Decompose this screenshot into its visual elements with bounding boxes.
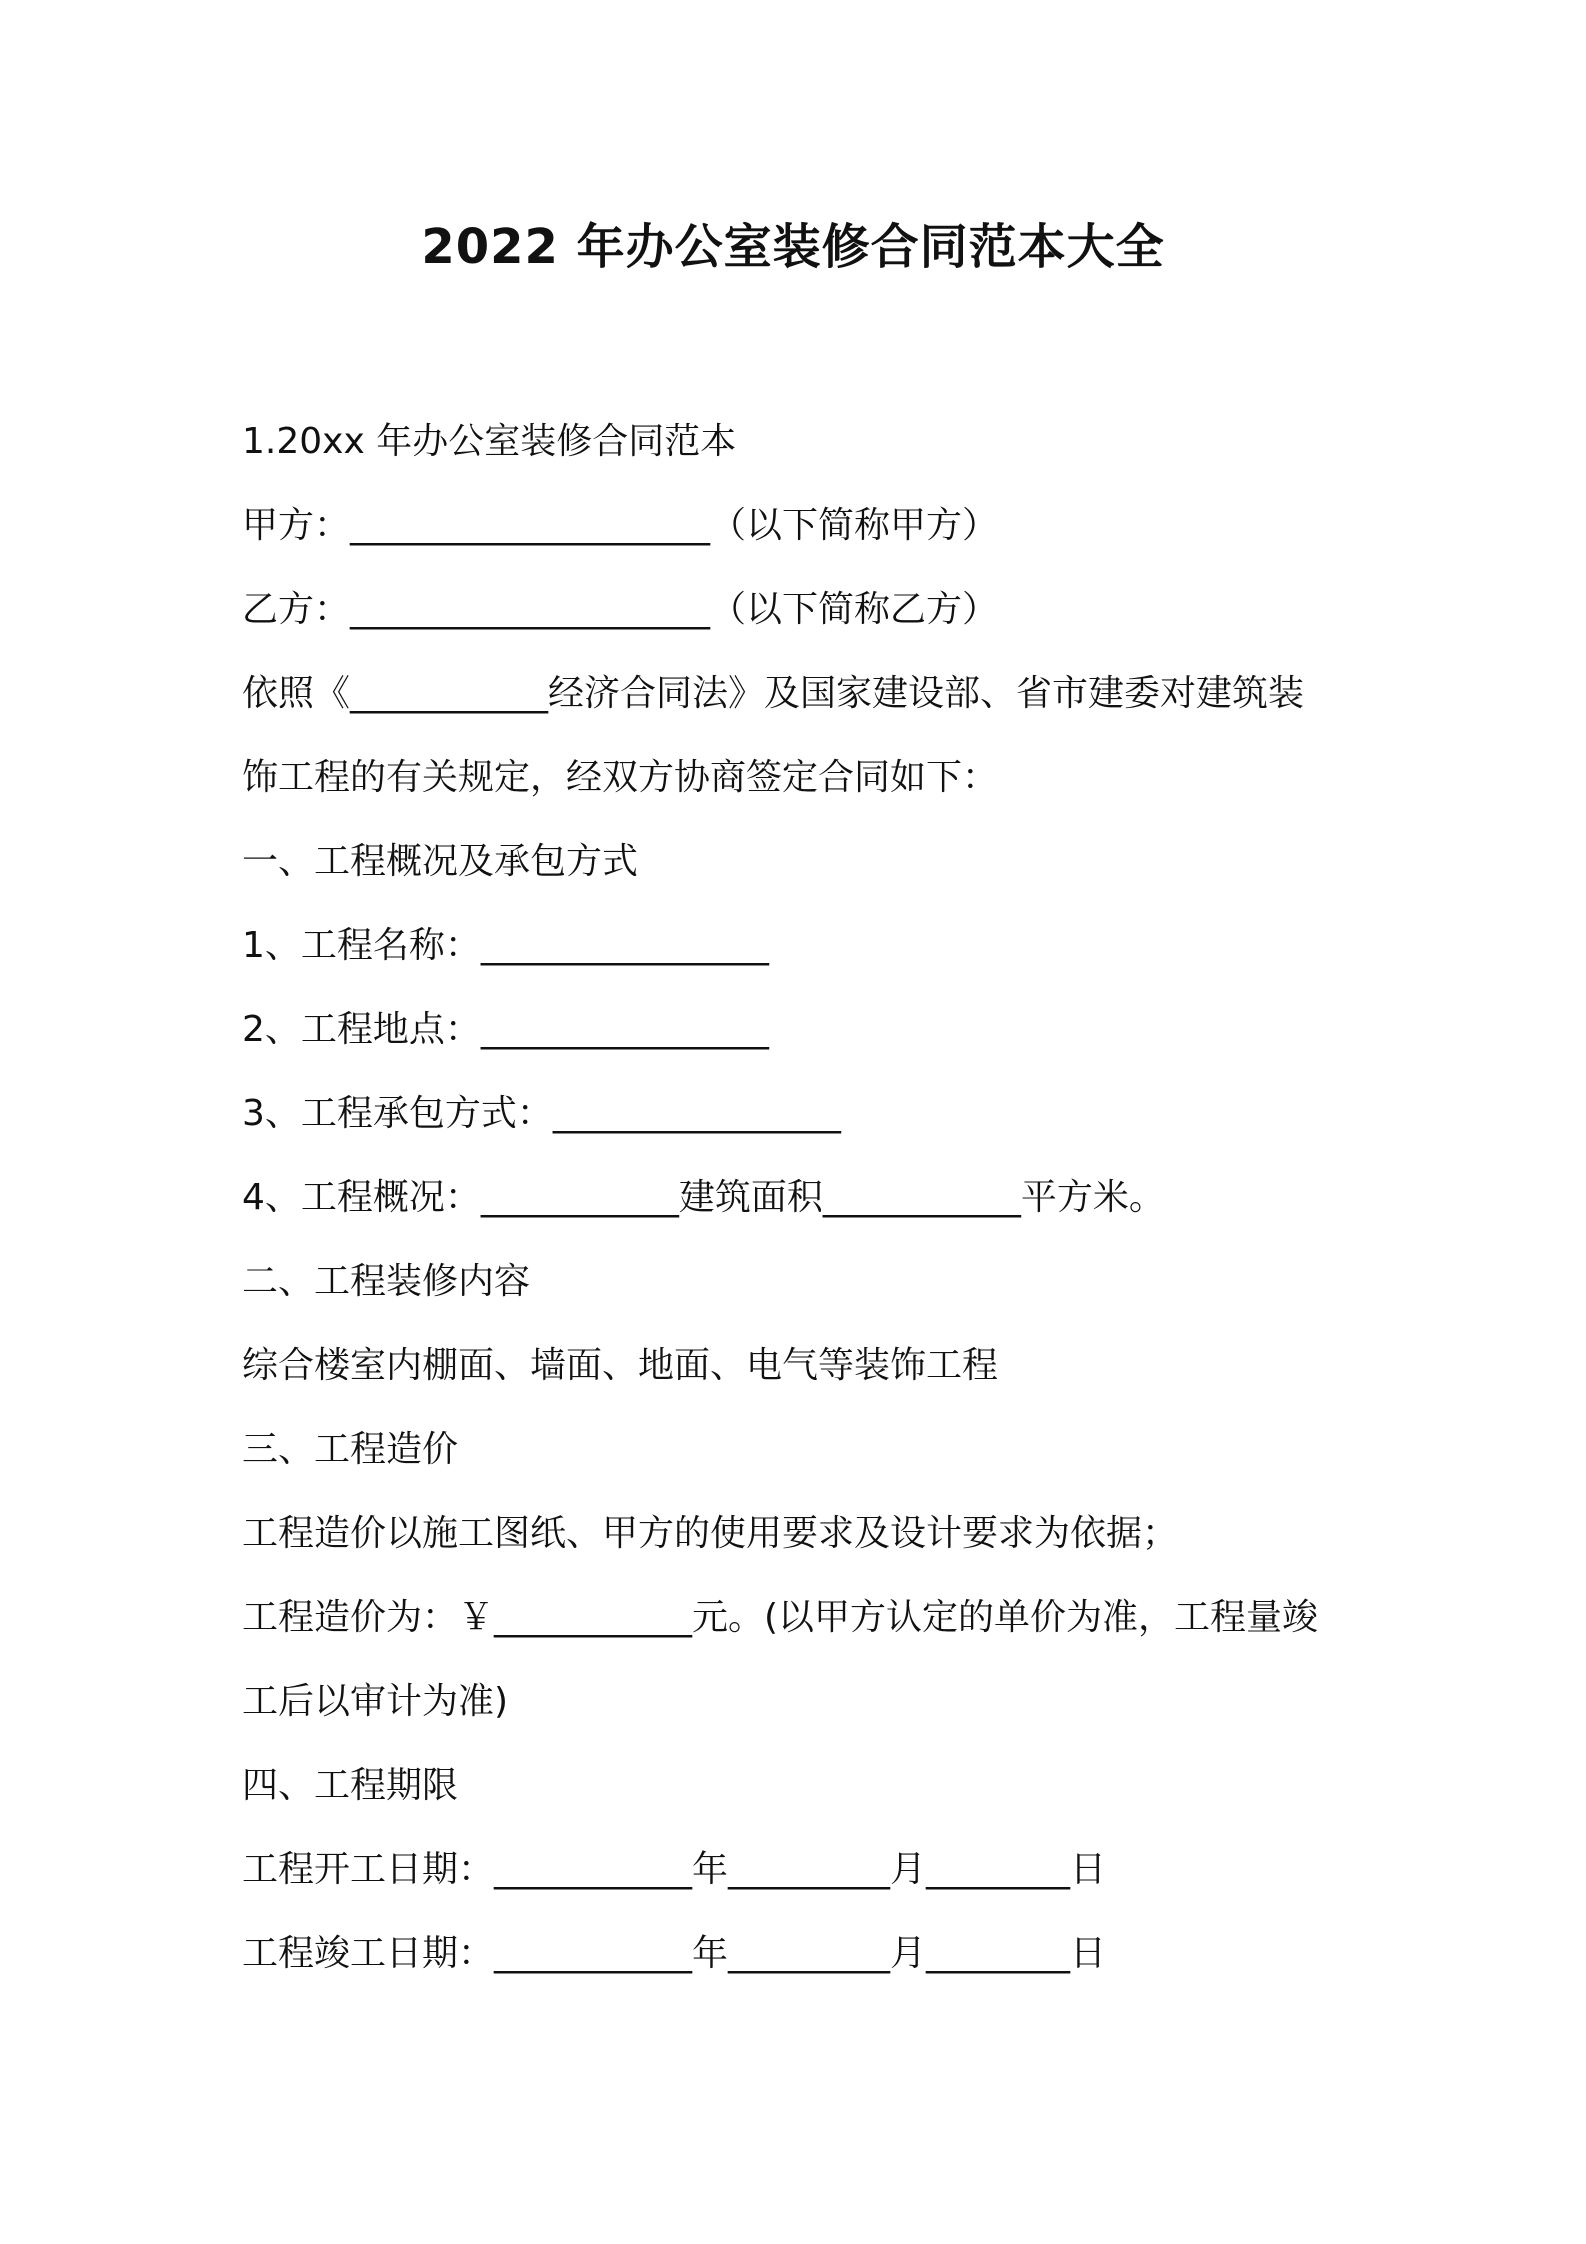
project-name-line: 1、工程名称：________________ [242, 925, 769, 966]
cost-basis-line: 工程造价以施工图纸、甲方的使用要求及设计要求为依据； [242, 1513, 1179, 1554]
section-heading-overview: 一、工程概况及承包方式 [242, 841, 639, 882]
cost-amount-line-2: 工后以审计为准) [242, 1681, 509, 1722]
basis-line-1: 依照《___________经济合同法》及国家建设部、省市建委对建筑装 [242, 673, 1305, 714]
cost-amount-line-1: 工程造价为：￥___________元。(以甲方认定的单价为准，工程量竣 [242, 1597, 1319, 1638]
document-body [242, 400, 1362, 1996]
section-heading-content: 二、工程装修内容 [242, 1261, 531, 1302]
section-heading-contract: 1.20xx 年办公室装修合同范本 [242, 421, 737, 462]
basis-line-2: 饰工程的有关规定，经双方协商签定合同如下： [242, 757, 999, 798]
project-location-line: 2、工程地点：________________ [242, 1009, 769, 1050]
section-heading-period: 四、工程期限 [242, 1765, 459, 1806]
document-title: 2022 年办公室装修合同范本大全 [421, 219, 1165, 275]
content-description-line: 综合楼室内棚面、墙面、地面、电气等装饰工程 [242, 1345, 999, 1386]
contract-method-line: 3、工程承包方式：________________ [242, 1093, 841, 1134]
project-overview-line: 4、工程概况：___________建筑面积___________平方米。 [242, 1177, 1165, 1218]
section-heading-cost: 三、工程造价 [242, 1429, 459, 1470]
end-date-line: 工程竣工日期：___________年_________月________日 [242, 1933, 1107, 1974]
start-date-line: 工程开工日期：___________年_________月________日 [242, 1849, 1107, 1890]
party-b-line: 乙方：____________________（以下简称乙方） [242, 589, 999, 630]
party-a-line: 甲方：____________________（以下简称甲方） [242, 505, 999, 546]
